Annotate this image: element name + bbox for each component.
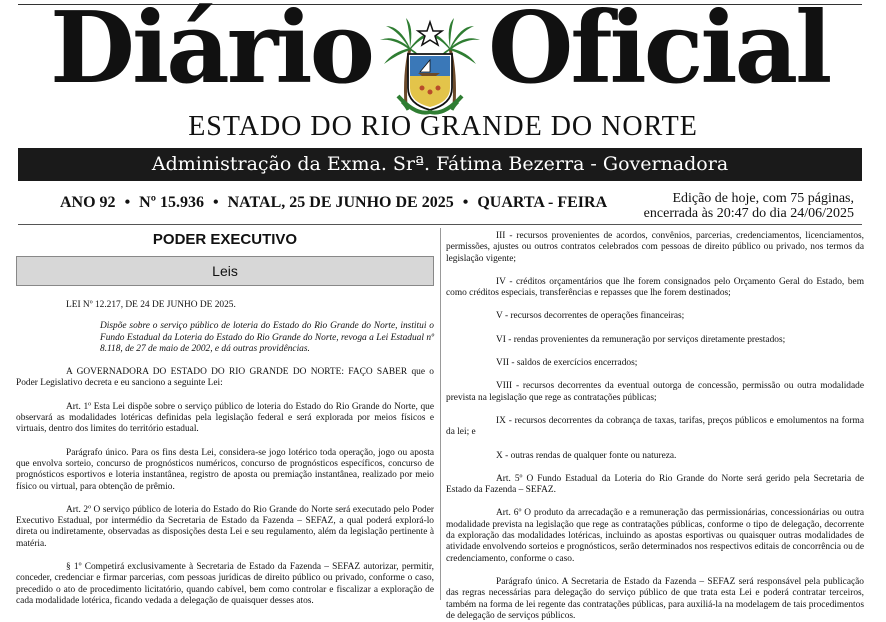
article-1: Art. 1º Esta Lei dispõe sobre o serviço público de loteria do Estado do Rio Grande do Norte, que observará as modalidades lotéricas definidas pela legislação federal e será explorada por meios físicos e virtuais, dentro dos limites do território estadual. (16, 401, 434, 435)
issue-weekday: QUARTA - FEIRA (477, 194, 608, 211)
article-6-paragraph: Parágrafo único. A Secretaria de Estado da Fazenda – SEFAZ será responsável pela publicação das regras necessárias para delegação do serviço público de que trata esta Lei e poderá contratar terceiros, também na forma de lei regente das contratações públicas, para auxiliá-la na modelagem de tais procedimentos de delegação de serviços públicos. (446, 576, 864, 621)
left-column (16, 228, 434, 607)
issue-year: ANO 92 (60, 194, 116, 211)
issue-number: Nº 15.936 (139, 194, 205, 211)
issue-separator: • (462, 194, 469, 211)
item-x: X - outras rendas de qualquer fonte ou natureza. (496, 450, 677, 461)
edition-closed: encerrada às 20:47 do dia 24/06/2025 (643, 206, 854, 221)
section-heading: PODER EXECUTIVO (152, 231, 298, 248)
law-title: LEI Nº 12.217, DE 24 DE JUNHO DE 2025. (66, 300, 236, 310)
preamble: A GOVERNADORA DO ESTADO DO RIO GRANDE DO NORTE: FAÇO SABER que o Poder Legislativo decreta e eu sanciono a seguinte Lei: (16, 367, 434, 389)
item-viii: VIII - recursos decorrentes da eventual outorga de concessão, permissão ou outra modalidade prevista na legislação que rege as contratações públicas; (446, 381, 864, 403)
article-2: Art. 2º O serviço público de loteria do Estado do Rio Grande do Norte será executado pelo Poder Executivo Estadual, por intermédio da Secretaria de Estado da Fazenda – SEFAZ, a qual poderá explorá-lo direta ou indiretamente, observadas as disposições desta Lei e seu regulamento, além da legislação pertinente à matéria. (16, 504, 434, 549)
law-ementa: Dispõe sobre o serviço público de loteria do Estado do Rio Grande do Norte, institui o Fundo Estadual da Loteria do Estado do Rio Grande do Norte, revoga a Lei Estadual nº 8.118, de 27 de maio de 2002, e dá outras providências. (100, 321, 434, 354)
right-column (446, 228, 864, 622)
subsection-leis: Leis (16, 256, 434, 286)
item-iv: IV - créditos orçamentários que lhe forem consignados pelo Orçamento Geral do Estado, bem como créditos especiais, transferências e repasses que lhe forem destinados; (446, 276, 864, 299)
rn-coat-of-arms-icon (376, 14, 484, 118)
issue-date: NATAL, 25 DE JUNHO DE 2025 (227, 194, 454, 211)
administration-bar: Administração da Exma. Srª. Fátima Bezerra - Governadora (18, 148, 862, 181)
star-icon (418, 22, 442, 45)
masthead-title-right: Oficial (488, 0, 830, 106)
edition-info (634, 191, 854, 221)
masthead (0, 0, 886, 114)
article-5: Art. 5º O Fundo Estadual da Loteria do Rio Grande do Norte será gerido pela Secretaria de Estado da Fazenda – SEFAZ. (446, 473, 864, 496)
item-iii: III - recursos provenientes de acordos, convênios, parcerias, credenciamentos, licenciamentos, permissões, ajustes ou outros contratos celebrados com pessoas de direito público ou privado, nos termos da legislação vigente; (446, 231, 864, 264)
header-rule (18, 224, 862, 225)
masthead-subtitle: ESTADO DO RIO GRANDE DO NORTE (188, 111, 698, 142)
column-divider (440, 228, 441, 600)
item-ix: IX - recursos decorrentes da cobrança de taxas, tarifas, preços públicos e emolumentos na forma da lei; e (446, 415, 864, 438)
masthead-title-left: Diário (50, 0, 372, 106)
edition-pages: Edição de hoje, com 75 páginas, (672, 191, 854, 206)
item-vii: VII - saldos de exercícios encerrados; (496, 358, 638, 369)
item-vi: VI - rendas provenientes da remuneração por serviços diretamente prestados; (496, 334, 786, 345)
article-2-paragraph-1: § 1º Competirá exclusivamente à Secretaria de Estado da Fazenda – SEFAZ autorizar, permitir, conceder, credenciar e firmar parcerias, com pessoas jurídicas de direito público ou privado, conforme o caso, precedido o ato de procedimento licitatório, quando cabível, bem como controlar e fiscalizar a exploração de cada modalidade lotérica, ficando vedada a delegação de quaisquer desses atos. (16, 562, 434, 606)
issue-separator: • (124, 194, 131, 211)
article-1-paragraph: Parágrafo único. Para os fins desta Lei, considera-se jogo lotérico toda operação, jogo ou aposta que envolva sorteio, concurso de prognósticos numéricos, concurso de prognósticos específicos, concurso de prognósticos esportivos e loteria instantânea, registro de aposta ou premiação instantânea, realizado por meio físico ou virtual, para obtenção de prêmio. (16, 447, 434, 492)
issue-line (60, 194, 607, 212)
item-v: V - recursos decorrentes de operações financeiras; (496, 311, 685, 322)
issue-separator: • (213, 194, 219, 211)
article-6: Art. 6º O produto da arrecadação e a remuneração das permissionárias, concessionárias ou outra modalidade prevista na legislação que rege as contratações públicas, conforme o tipo de delegação, decorrente da exploração das modalidades lotéricas, incluindo as apostas esportivas ou quaisquer outras modalidades de atividade envolvendo sorteios e prognósticos, serão determinados nos respectivos editais de concorrência ou de credenciamento, conforme o caso. (446, 508, 864, 564)
